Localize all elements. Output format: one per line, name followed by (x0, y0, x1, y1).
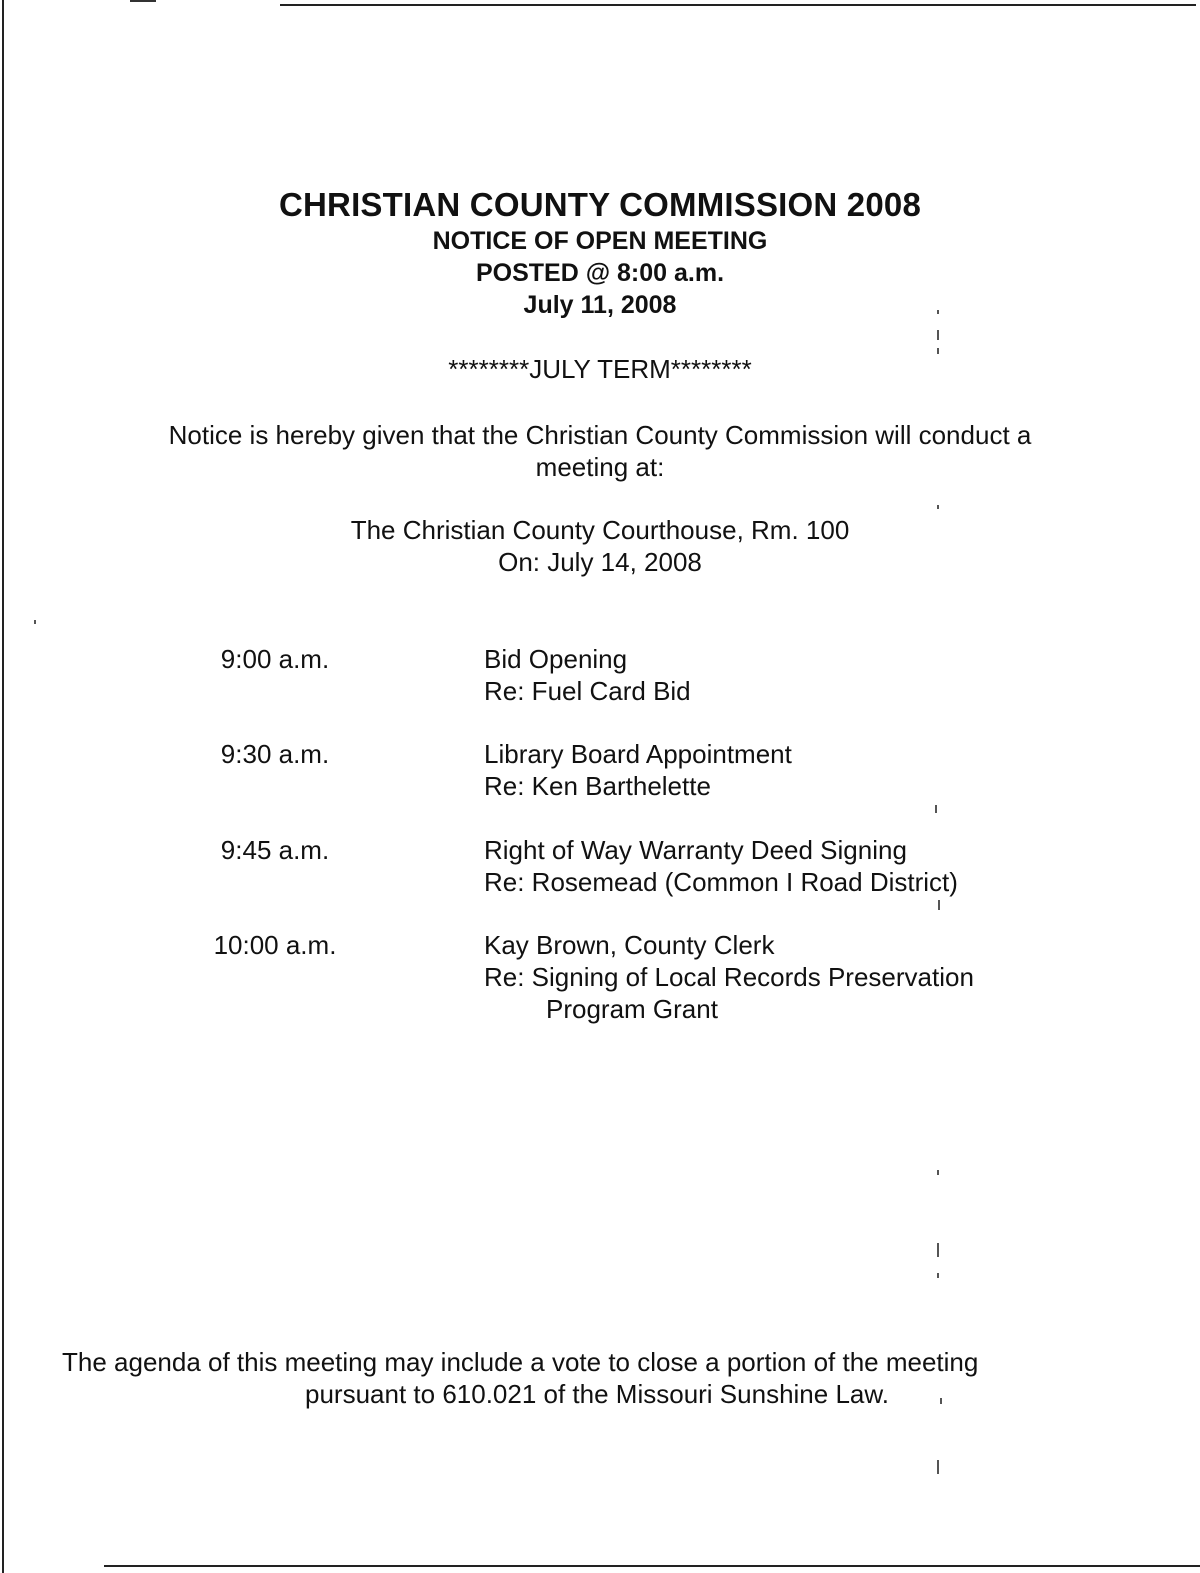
document-title: CHRISTIAN COUNTY COMMISSION 2008 (278, 186, 922, 223)
footer-text-line-2: pursuant to 610.021 of the Missouri Sunshine Law. (305, 1379, 889, 1409)
agenda-time: 9:45 a.m. (220, 835, 330, 865)
meeting-location: The Christian County Courthouse, Rm. 100 (350, 515, 850, 545)
meeting-date: On: July 14, 2008 (498, 547, 702, 577)
scan-edge-top (280, 4, 1196, 6)
agenda-regarding-continued: Program Grant (546, 994, 718, 1024)
scan-speck (34, 620, 36, 624)
agenda-item (0, 739, 1200, 819)
scan-edge-bottom (104, 1565, 1200, 1567)
agenda-time: 9:30 a.m. (220, 739, 330, 769)
agenda-title: Library Board Appointment (484, 739, 792, 769)
scan-speck (940, 1398, 942, 1404)
agenda-item (0, 644, 1200, 724)
agenda-regarding: Re: Signing of Local Records Preservation (484, 962, 974, 992)
posted-date: July 11, 2008 (523, 291, 677, 319)
agenda-item (0, 835, 1200, 915)
scan-speck (937, 505, 939, 509)
agenda-regarding: Re: Rosemead (Common I Road District) (484, 867, 958, 897)
posted-time: POSTED @ 8:00 a.m. (475, 259, 725, 287)
notice-type: NOTICE OF OPEN MEETING (432, 227, 768, 255)
scan-edge-stub (130, 0, 156, 2)
notice-text-line-2: meeting at: (535, 452, 665, 482)
footer-text-line-1: The agenda of this meeting may include a vote to close a portion of the meeting (62, 1347, 979, 1377)
agenda-time: 10:00 a.m. (213, 930, 337, 960)
scan-speck (937, 1170, 939, 1175)
term-heading: ********JULY TERM******** (448, 354, 752, 384)
agenda-regarding: Re: Fuel Card Bid (484, 676, 691, 706)
agenda-regarding: Re: Ken Barthelette (484, 771, 711, 801)
scan-speck (937, 330, 939, 340)
scan-speck (937, 1273, 939, 1278)
agenda-item (0, 930, 1200, 1040)
notice-text-line-1: Notice is hereby given that the Christian County Commission will conduct a (168, 420, 1032, 450)
scan-speck (937, 1243, 939, 1257)
agenda-time: 9:00 a.m. (220, 644, 330, 674)
agenda-title: Bid Opening (484, 644, 628, 674)
agenda-title: Right of Way Warranty Deed Signing (484, 835, 907, 865)
scan-speck (937, 1460, 939, 1474)
agenda-title: Kay Brown, County Clerk (484, 930, 775, 960)
